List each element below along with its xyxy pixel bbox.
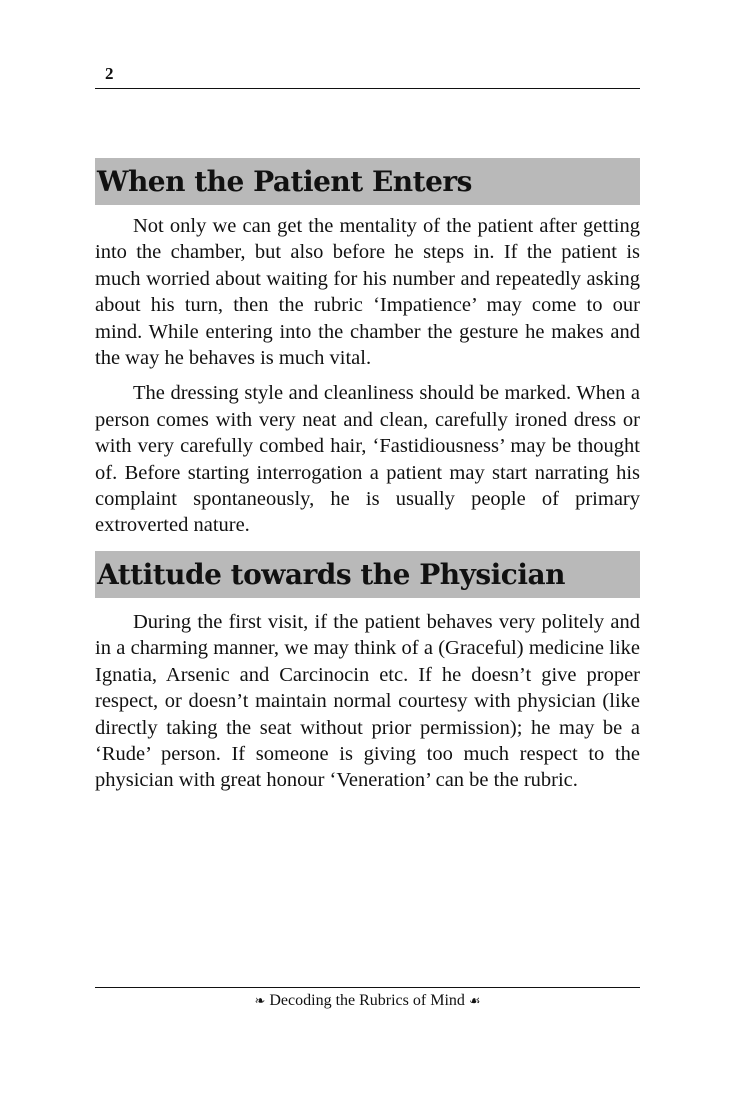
footer-book-title: Decoding the Rubrics of Mind bbox=[269, 992, 465, 1009]
paragraph: Not only we can get the mentality of the patient after getting into the chamber, but also before he steps in. If the patient is much worried about waiting for his number and repeatedly asking about his turn, then the rubric ‘Impatience’ may come to our mind. While entering into the chamber the gesture he makes and the way he behaves is much vital. bbox=[95, 215, 640, 370]
left-ornament-icon: ❧ bbox=[254, 993, 266, 1008]
paragraph: The dressing style and cleanliness should be marked. When a person comes with very neat and clean, carefully ironed dress or with very carefully combed hair, ‘Fastidiousness’ may be thought of. Before starting interrogation a patient may start narrating his complaint spontaneously, he is usually people of primary extroverted nature. bbox=[95, 382, 640, 537]
right-ornament-icon: ☙ bbox=[468, 993, 481, 1008]
paragraph: During the first visit, if the patient behaves very politely and in a charming manner, we may think of a (Graceful) medicine like Ignatia, Arsenic and Carcinocin etc. If he doesn’t give proper respect, or doesn’t maintain normal courtesy with physician (like directly taking the seat without prior permission); he may be a ‘Rude’ person. If someone is giving too much respect to the physician with great honour ‘Veneration’ can be the rubric. bbox=[95, 610, 640, 792]
page-number: 2 bbox=[105, 64, 114, 83]
page-header bbox=[95, 64, 640, 89]
page-footer bbox=[95, 987, 640, 1014]
section-heading-attitude-physician: Attitude towards the Physician bbox=[95, 551, 640, 598]
section-heading-patient-enters: When the Patient Enters bbox=[95, 158, 640, 205]
page-content bbox=[95, 158, 640, 794]
